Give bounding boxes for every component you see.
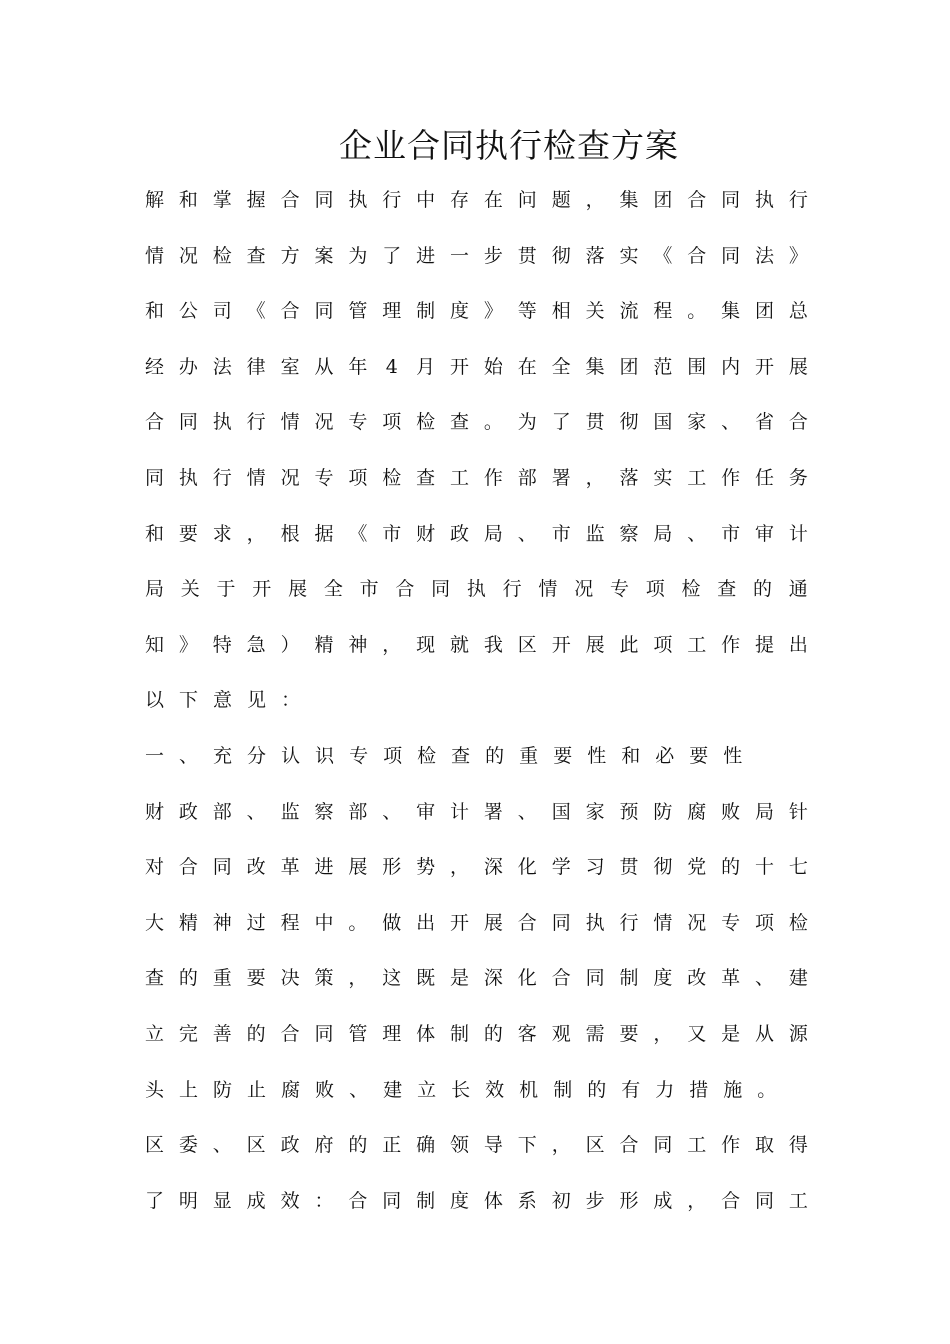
text-line: 知 》 特 急 ） 精 神 ， 现 就 我 区 开 展 此 项 工 作 提 出	[145, 633, 808, 656]
text-line: 经 办 法 律 室 从 年 4 月 开 始 在 全 集 团 范 围 内 开 展	[145, 355, 808, 378]
text-line: 合 同 执 行 情 况 专 项 检 查 。 为 了 贯 彻 国 家 、 省 合	[145, 411, 808, 434]
text-line: 立 完 善 的 合 同 管 理 体 制 的 客 观 需 要 ， 又 是 从 源	[145, 1022, 808, 1045]
text-line: 以 下 意 见 ：	[145, 689, 301, 712]
text-line: 和 公 司 《 合 同 管 理 制 度 》 等 相 关 流 程 。 集 团 总	[145, 300, 808, 323]
text-line: 和 要 求 ， 根 据 《 市 财 政 局 、 市 监 察 局 、 市 审 计	[145, 522, 808, 545]
text-line: 头 上 防 止 腐 败 、 建 立 长 效 机 制 的 有 力 措 施 。	[145, 1078, 777, 1101]
text-line: 同 执 行 情 况 专 项 检 查 工 作 部 署 ， 落 实 工 作 任 务	[145, 466, 808, 489]
text-line: 查 的 重 要 决 策 ， 这 既 是 深 化 合 同 制 度 改 革 、 建	[145, 967, 808, 990]
text-line: 了 明 显 成 效 ： 合 同 制 度 体 系 初 步 形 成 ， 合 同 工	[145, 1189, 808, 1212]
text-line: 财 政 部 、 监 察 部 、 审 计 署 、 国 家 预 防 腐 败 局 针	[145, 800, 808, 823]
text-line: 对 合 同 改 革 进 展 形 势 ， 深 化 学 习 贯 彻 党 的 十 七	[145, 856, 808, 879]
text-line: 区 委 、 区 政 府 的 正 确 领 导 下 ， 区 合 同 工 作 取 得	[145, 1134, 808, 1157]
text-line: 大 精 神 过 程 中 。 做 出 开 展 合 同 执 行 情 况 专 项 检	[145, 911, 808, 934]
section-heading: 一 、 充 分 认 识 专 项 检 查 的 重 要 性 和 必 要 性	[145, 744, 743, 767]
document-title: 企业合同执行检查方案	[339, 126, 679, 165]
text-line: 解 和 掌 握 合 同 执 行 中 存 在 问 题 ， 集 团 合 同 执 行	[145, 189, 808, 211]
text-line: 情 况 检 查 方 案 为 了 进 一 步 贯 彻 落 实 《 合 同 法 》	[145, 244, 808, 267]
body-text	[145, 180, 808, 1236]
text-line: 局 关 于 开 展 全 市 合 同 执 行 情 况 专 项 检 查 的 通	[145, 578, 808, 601]
